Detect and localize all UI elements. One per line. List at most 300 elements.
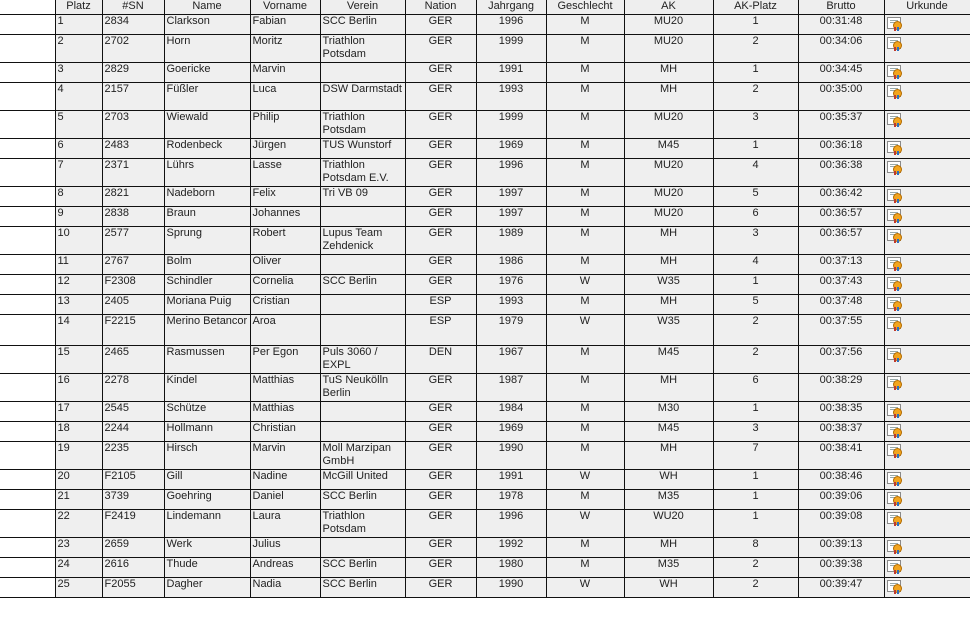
cell-verein: Puls 3060 / EXPL: [320, 346, 405, 374]
cell-geschlecht: M: [546, 558, 624, 578]
certificate-icon[interactable]: [887, 297, 902, 310]
cell-brutto: 00:39:06: [798, 490, 884, 510]
cell-vorname: Lasse: [250, 159, 320, 187]
certificate-icon[interactable]: [887, 512, 902, 525]
header-name[interactable]: Name: [164, 0, 250, 15]
cell-urkunde: [884, 374, 970, 402]
cell-jahrgang: 1969: [476, 139, 546, 159]
cell-jahrgang: 1984: [476, 402, 546, 422]
cell-brutto: 00:38:29: [798, 374, 884, 402]
cell-brutto: 00:37:55: [798, 315, 884, 346]
certificate-icon[interactable]: [887, 85, 902, 98]
cell-nation: GER: [405, 159, 476, 187]
row-lead-cell: [0, 275, 55, 295]
cell-urkunde: [884, 255, 970, 275]
cell-ak-platz: 1: [713, 490, 798, 510]
cell-name: Füßler: [164, 83, 250, 111]
header-platz[interactable]: Platz: [55, 0, 102, 15]
cell-urkunde: [884, 139, 970, 159]
cell-jahrgang: 1993: [476, 295, 546, 315]
certificate-icon[interactable]: [887, 472, 902, 485]
cell-name: Goehring: [164, 490, 250, 510]
cell-nation: GER: [405, 422, 476, 442]
cell-urkunde: [884, 159, 970, 187]
cell-ak-platz: 6: [713, 207, 798, 227]
cell-brutto: 00:36:18: [798, 139, 884, 159]
certificate-icon[interactable]: [887, 540, 902, 553]
cell-geschlecht: W: [546, 315, 624, 346]
cell-ak-platz: 2: [713, 35, 798, 63]
cell-ak: MH: [624, 227, 713, 255]
cell-platz: 10: [55, 227, 102, 255]
cell-ak: MU20: [624, 187, 713, 207]
cell-sn: 2703: [102, 111, 164, 139]
cell-jahrgang: 1989: [476, 227, 546, 255]
cell-ak: MH: [624, 63, 713, 83]
table-row: [0, 83, 970, 111]
cell-urkunde: [884, 558, 970, 578]
table-row: [0, 346, 970, 374]
cell-platz: 23: [55, 538, 102, 558]
cell-ak: WH: [624, 578, 713, 598]
cell-vorname: Marvin: [250, 442, 320, 470]
cell-jahrgang: 1976: [476, 275, 546, 295]
cell-brutto: 00:35:00: [798, 83, 884, 111]
table-row: [0, 295, 970, 315]
cell-ak-platz: 7: [713, 442, 798, 470]
cell-platz: 17: [55, 402, 102, 422]
cell-jahrgang: 1978: [476, 490, 546, 510]
row-lead-cell: [0, 442, 55, 470]
cell-geschlecht: M: [546, 35, 624, 63]
cell-ak-platz: 4: [713, 159, 798, 187]
cell-urkunde: [884, 83, 970, 111]
cell-urkunde: [884, 538, 970, 558]
cell-jahrgang: 1992: [476, 538, 546, 558]
cell-verein: Triathlon Potsdam: [320, 111, 405, 139]
cell-sn: 2278: [102, 374, 164, 402]
cell-platz: 19: [55, 442, 102, 470]
cell-name: Sprung: [164, 227, 250, 255]
cell-platz: 15: [55, 346, 102, 374]
row-lead-cell: [0, 538, 55, 558]
cell-ak: M45: [624, 422, 713, 442]
cell-platz: 18: [55, 422, 102, 442]
row-lead-cell: [0, 15, 55, 35]
cell-ak: MH: [624, 538, 713, 558]
certificate-icon[interactable]: [887, 65, 902, 78]
table-row: [0, 15, 970, 35]
cell-ak-platz: 1: [713, 15, 798, 35]
cell-nation: ESP: [405, 295, 476, 315]
cell-name: Schütze: [164, 402, 250, 422]
cell-sn: F2055: [102, 578, 164, 598]
cell-jahrgang: 1996: [476, 159, 546, 187]
cell-name: Goericke: [164, 63, 250, 83]
certificate-icon[interactable]: [887, 257, 902, 270]
certificate-icon[interactable]: [887, 17, 902, 30]
cell-ak: MH: [624, 374, 713, 402]
cell-urkunde: [884, 275, 970, 295]
cell-nation: DEN: [405, 346, 476, 374]
cell-sn: 2767: [102, 255, 164, 275]
cell-vorname: Julius: [250, 538, 320, 558]
cell-vorname: Andreas: [250, 558, 320, 578]
cell-platz: 14: [55, 315, 102, 346]
cell-vorname: Laura: [250, 510, 320, 538]
cell-vorname: Matthias: [250, 374, 320, 402]
row-lead-cell: [0, 295, 55, 315]
cell-sn: 3739: [102, 490, 164, 510]
row-lead-cell: [0, 83, 55, 111]
certificate-icon[interactable]: [887, 444, 902, 457]
cell-ak: MH: [624, 255, 713, 275]
table-row: [0, 255, 970, 275]
cell-sn: 2616: [102, 558, 164, 578]
cell-platz: 2: [55, 35, 102, 63]
cell-ak: M35: [624, 490, 713, 510]
table-row: [0, 187, 970, 207]
certificate-icon[interactable]: [887, 580, 902, 593]
cell-name: Dagher: [164, 578, 250, 598]
table-row: [0, 402, 970, 422]
cell-platz: 1: [55, 15, 102, 35]
cell-geschlecht: M: [546, 422, 624, 442]
cell-platz: 11: [55, 255, 102, 275]
cell-name: Thude: [164, 558, 250, 578]
cell-verein: SCC Berlin: [320, 15, 405, 35]
cell-geschlecht: M: [546, 159, 624, 187]
cell-ak-platz: 1: [713, 63, 798, 83]
cell-vorname: Philip: [250, 111, 320, 139]
cell-sn: 2405: [102, 295, 164, 315]
cell-jahrgang: 1990: [476, 578, 546, 598]
certificate-icon[interactable]: [887, 209, 902, 222]
cell-jahrgang: 1991: [476, 63, 546, 83]
header-geschlecht[interactable]: Geschlecht: [546, 0, 624, 15]
row-lead-cell: [0, 187, 55, 207]
cell-brutto: 00:34:45: [798, 63, 884, 83]
table-row: [0, 578, 970, 598]
cell-nation: GER: [405, 374, 476, 402]
cell-nation: GER: [405, 111, 476, 139]
cell-geschlecht: M: [546, 139, 624, 159]
cell-ak: M45: [624, 346, 713, 374]
cell-sn: 2235: [102, 442, 164, 470]
cell-brutto: 00:39:08: [798, 510, 884, 538]
cell-brutto: 00:34:06: [798, 35, 884, 63]
row-lead-cell: [0, 346, 55, 374]
cell-vorname: Daniel: [250, 490, 320, 510]
certificate-icon[interactable]: [887, 229, 902, 242]
row-lead-cell: [0, 207, 55, 227]
cell-sn: 2834: [102, 15, 164, 35]
cell-ak-platz: 1: [713, 470, 798, 490]
cell-ak: M30: [624, 402, 713, 422]
cell-ak-platz: 3: [713, 227, 798, 255]
cell-sn: 2702: [102, 35, 164, 63]
cell-urkunde: [884, 346, 970, 374]
certificate-icon[interactable]: [887, 560, 902, 573]
cell-name: Lührs: [164, 159, 250, 187]
cell-jahrgang: 1993: [476, 83, 546, 111]
cell-ak: WU20: [624, 510, 713, 538]
cell-vorname: Matthias: [250, 402, 320, 422]
cell-verein: Triathlon Potsdam E.V.: [320, 159, 405, 187]
cell-name: Moriana Puig: [164, 295, 250, 315]
cell-urkunde: [884, 295, 970, 315]
row-lead-cell: [0, 470, 55, 490]
cell-geschlecht: M: [546, 490, 624, 510]
cell-brutto: 00:35:37: [798, 111, 884, 139]
cell-urkunde: [884, 490, 970, 510]
row-lead-cell: [0, 159, 55, 187]
cell-verein: SCC Berlin: [320, 578, 405, 598]
cell-ak-platz: 1: [713, 275, 798, 295]
certificate-icon[interactable]: [887, 424, 902, 437]
cell-ak-platz: 2: [713, 346, 798, 374]
table-row: [0, 442, 970, 470]
cell-brutto: 00:38:35: [798, 402, 884, 422]
cell-platz: 12: [55, 275, 102, 295]
table-row: [0, 422, 970, 442]
cell-ak: MH: [624, 442, 713, 470]
cell-geschlecht: M: [546, 227, 624, 255]
cell-sn: F2419: [102, 510, 164, 538]
certificate-icon[interactable]: [887, 161, 902, 174]
certificate-icon[interactable]: [887, 277, 902, 290]
cell-platz: 20: [55, 470, 102, 490]
certificate-icon[interactable]: [887, 404, 902, 417]
cell-urkunde: [884, 187, 970, 207]
cell-brutto: 00:38:41: [798, 442, 884, 470]
row-lead-cell: [0, 255, 55, 275]
cell-name: Bolm: [164, 255, 250, 275]
certificate-icon[interactable]: [887, 348, 902, 361]
cell-platz: 22: [55, 510, 102, 538]
cell-verein: Tri VB 09: [320, 187, 405, 207]
table-row: [0, 207, 970, 227]
cell-ak-platz: 6: [713, 374, 798, 402]
cell-brutto: 00:39:47: [798, 578, 884, 598]
cell-name: Rodenbeck: [164, 139, 250, 159]
cell-ak: W35: [624, 315, 713, 346]
header-sn[interactable]: #SN: [102, 0, 164, 15]
cell-jahrgang: 1991: [476, 470, 546, 490]
cell-verein: McGill United: [320, 470, 405, 490]
cell-name: Gill: [164, 470, 250, 490]
cell-ak-platz: 3: [713, 422, 798, 442]
header-nation[interactable]: Nation: [405, 0, 476, 15]
cell-platz: 4: [55, 83, 102, 111]
certificate-icon[interactable]: [887, 317, 902, 330]
table-row: [0, 139, 970, 159]
cell-ak-platz: 8: [713, 538, 798, 558]
cell-nation: GER: [405, 558, 476, 578]
cell-geschlecht: M: [546, 111, 624, 139]
cell-nation: GER: [405, 275, 476, 295]
cell-vorname: Per Egon: [250, 346, 320, 374]
cell-geschlecht: W: [546, 578, 624, 598]
cell-ak: MU20: [624, 15, 713, 35]
row-lead-cell: [0, 374, 55, 402]
cell-verein: [320, 422, 405, 442]
certificate-icon[interactable]: [887, 376, 902, 389]
cell-geschlecht: M: [546, 295, 624, 315]
cell-vorname: Nadia: [250, 578, 320, 598]
cell-nation: GER: [405, 83, 476, 111]
table-row: [0, 63, 970, 83]
cell-nation: GER: [405, 207, 476, 227]
cell-nation: GER: [405, 442, 476, 470]
cell-nation: GER: [405, 255, 476, 275]
cell-name: Schindler: [164, 275, 250, 295]
cell-brutto: 00:37:13: [798, 255, 884, 275]
cell-name: Horn: [164, 35, 250, 63]
cell-ak-platz: 2: [713, 558, 798, 578]
cell-platz: 24: [55, 558, 102, 578]
row-lead-cell: [0, 63, 55, 83]
cell-name: Lindemann: [164, 510, 250, 538]
certificate-icon[interactable]: [887, 189, 902, 202]
table-row: [0, 35, 970, 63]
row-lead-cell: [0, 578, 55, 598]
cell-jahrgang: 1996: [476, 15, 546, 35]
cell-vorname: Marvin: [250, 63, 320, 83]
certificate-icon[interactable]: [887, 492, 902, 505]
cell-platz: 25: [55, 578, 102, 598]
cell-jahrgang: 1979: [476, 315, 546, 346]
table-row: [0, 470, 970, 490]
cell-nation: GER: [405, 402, 476, 422]
cell-sn: 2659: [102, 538, 164, 558]
cell-verein: [320, 63, 405, 83]
header-vorname[interactable]: Vorname: [250, 0, 320, 15]
certificate-icon[interactable]: [887, 113, 902, 126]
cell-jahrgang: 1996: [476, 510, 546, 538]
cell-verein: TuS Neukölln Berlin: [320, 374, 405, 402]
cell-verein: [320, 255, 405, 275]
header-verein[interactable]: Verein: [320, 0, 405, 15]
cell-jahrgang: 1987: [476, 374, 546, 402]
cell-verein: [320, 295, 405, 315]
cell-vorname: Aroa: [250, 315, 320, 346]
row-lead-cell: [0, 111, 55, 139]
cell-geschlecht: M: [546, 255, 624, 275]
header-brutto[interactable]: Brutto: [798, 0, 884, 15]
certificate-icon[interactable]: [887, 37, 902, 50]
cell-ak: M35: [624, 558, 713, 578]
cell-jahrgang: 1999: [476, 35, 546, 63]
cell-geschlecht: M: [546, 83, 624, 111]
cell-ak: MH: [624, 295, 713, 315]
table-row: [0, 315, 970, 346]
header-jahrgang[interactable]: Jahrgang: [476, 0, 546, 15]
cell-sn: 2838: [102, 207, 164, 227]
cell-nation: GER: [405, 227, 476, 255]
cell-verein: DSW Darmstadt: [320, 83, 405, 111]
certificate-icon[interactable]: [887, 141, 902, 154]
cell-ak: WH: [624, 470, 713, 490]
cell-geschlecht: M: [546, 402, 624, 422]
cell-verein: TUS Wunstorf: [320, 139, 405, 159]
cell-verein: [320, 315, 405, 346]
header-lead: [0, 0, 55, 15]
cell-verein: SCC Berlin: [320, 490, 405, 510]
cell-ak-platz: 1: [713, 510, 798, 538]
cell-nation: ESP: [405, 315, 476, 346]
row-lead-cell: [0, 227, 55, 255]
cell-vorname: Fabian: [250, 15, 320, 35]
cell-jahrgang: 1980: [476, 558, 546, 578]
cell-geschlecht: M: [546, 442, 624, 470]
cell-name: Werk: [164, 538, 250, 558]
cell-platz: 13: [55, 295, 102, 315]
cell-platz: 6: [55, 139, 102, 159]
cell-platz: 16: [55, 374, 102, 402]
header-ak[interactable]: AK: [624, 0, 713, 15]
cell-urkunde: [884, 15, 970, 35]
table-row: [0, 558, 970, 578]
cell-brutto: 00:39:38: [798, 558, 884, 578]
cell-ak-platz: 1: [713, 402, 798, 422]
cell-ak: MU20: [624, 35, 713, 63]
cell-ak: W35: [624, 275, 713, 295]
cell-vorname: Robert: [250, 227, 320, 255]
cell-name: Rasmussen: [164, 346, 250, 374]
cell-ak: MH: [624, 83, 713, 111]
cell-sn: 2821: [102, 187, 164, 207]
cell-ak-platz: 5: [713, 187, 798, 207]
cell-vorname: Oliver: [250, 255, 320, 275]
cell-urkunde: [884, 111, 970, 139]
row-lead-cell: [0, 510, 55, 538]
cell-nation: GER: [405, 470, 476, 490]
cell-sn: 2577: [102, 227, 164, 255]
cell-nation: GER: [405, 15, 476, 35]
cell-sn: 2483: [102, 139, 164, 159]
cell-vorname: Nadine: [250, 470, 320, 490]
cell-name: Clarkson: [164, 15, 250, 35]
cell-geschlecht: W: [546, 275, 624, 295]
cell-urkunde: [884, 315, 970, 346]
cell-urkunde: [884, 402, 970, 422]
cell-verein: [320, 538, 405, 558]
cell-brutto: 00:36:38: [798, 159, 884, 187]
cell-vorname: Felix: [250, 187, 320, 207]
row-lead-cell: [0, 558, 55, 578]
header-ak-platz[interactable]: AK-Platz: [713, 0, 798, 15]
cell-vorname: Jürgen: [250, 139, 320, 159]
cell-geschlecht: M: [546, 346, 624, 374]
cell-verein: Lupus Team Zehdenick: [320, 227, 405, 255]
cell-urkunde: [884, 207, 970, 227]
cell-name: Hollmann: [164, 422, 250, 442]
row-lead-cell: [0, 139, 55, 159]
cell-brutto: 00:36:57: [798, 227, 884, 255]
cell-vorname: Moritz: [250, 35, 320, 63]
cell-jahrgang: 1997: [476, 207, 546, 227]
cell-sn: 2465: [102, 346, 164, 374]
cell-brutto: 00:38:37: [798, 422, 884, 442]
cell-ak: MU20: [624, 111, 713, 139]
cell-ak-platz: 2: [713, 83, 798, 111]
cell-brutto: 00:36:42: [798, 187, 884, 207]
cell-platz: 7: [55, 159, 102, 187]
table-row: [0, 510, 970, 538]
cell-sn: F2105: [102, 470, 164, 490]
row-lead-cell: [0, 35, 55, 63]
